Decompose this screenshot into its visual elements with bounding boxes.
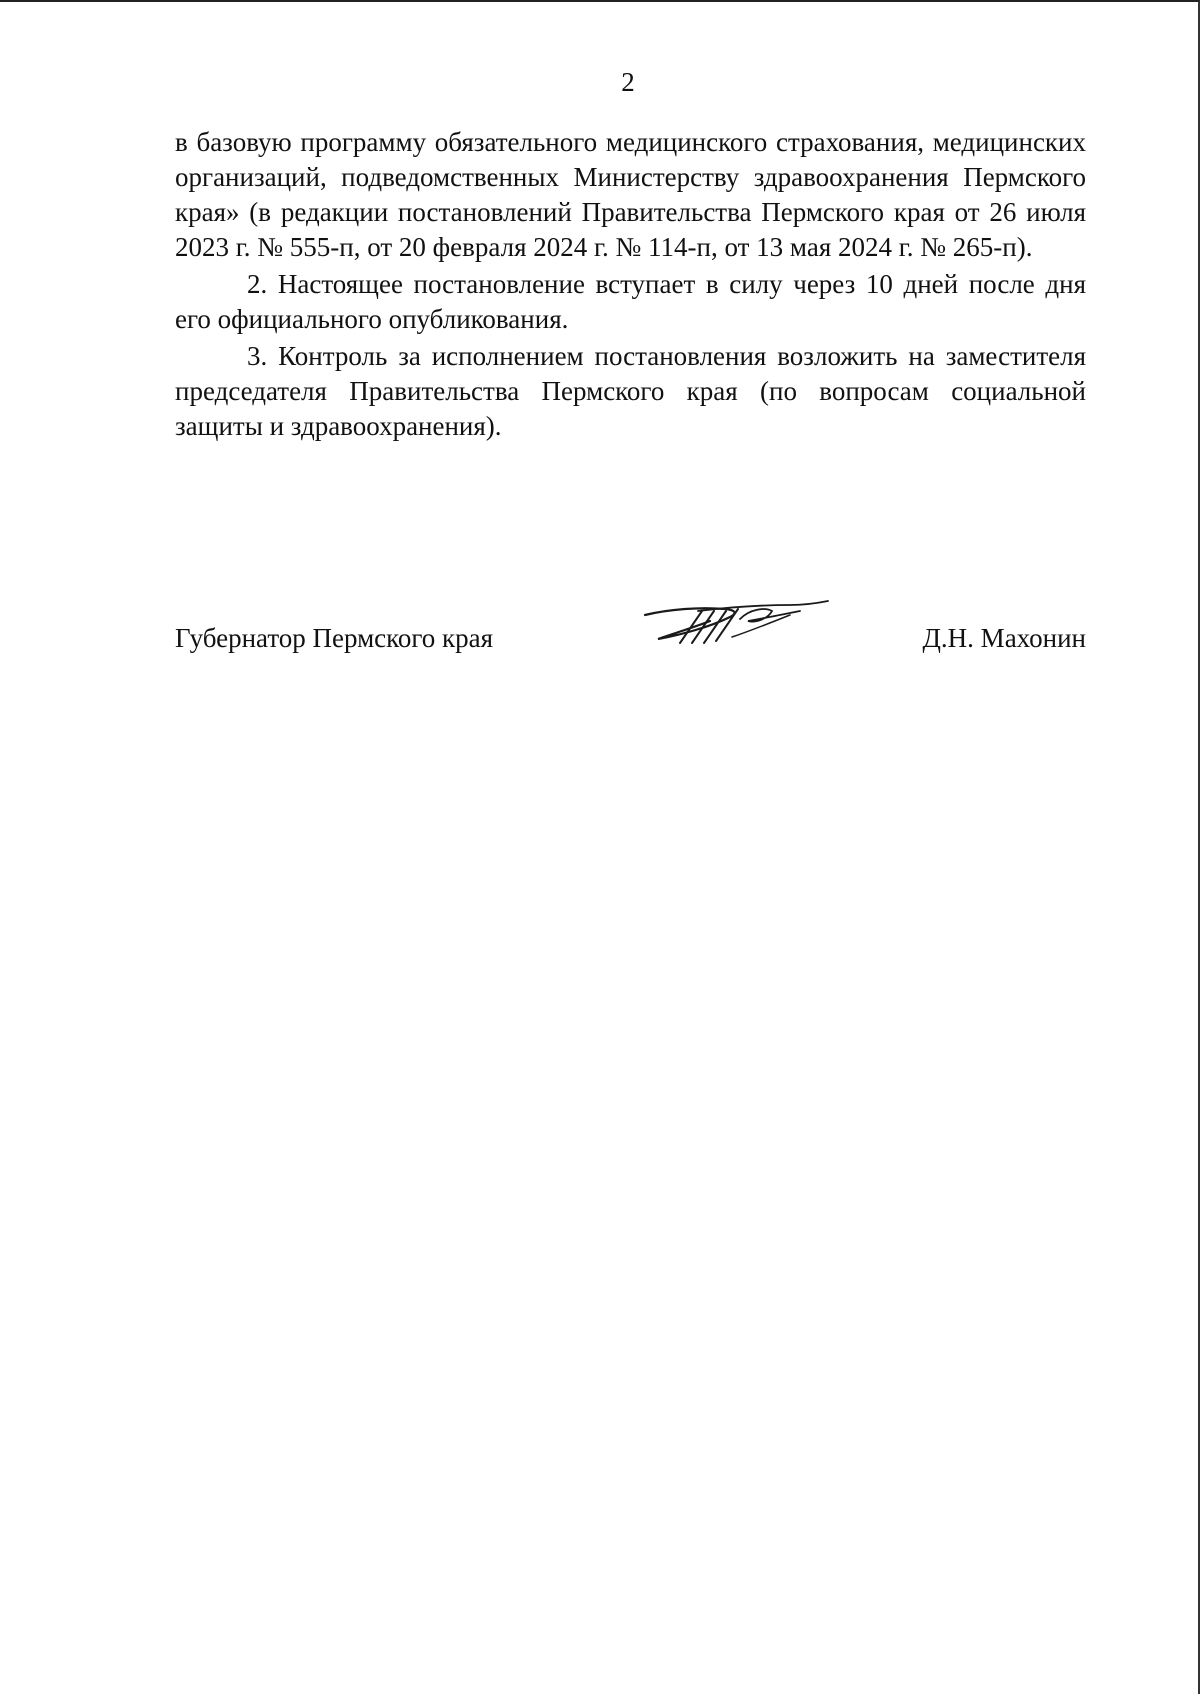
paragraph-3: 3. Контроль за исполнением постановления возложить на заместителя председателя Правительства Пермского края (по вопросам социальной защиты и здравоохранения). [175,341,1086,441]
signature-block [175,621,1086,661]
document-body [175,125,1086,444]
signer-name: Д.Н. Махонин [922,623,1086,653]
paragraph-2: 2. Настоящее постановление вступает в силу через 10 дней после дня его официального опубликования. [175,269,1086,334]
paragraph-1-continuation: в базовую программу обязательного медицинского страхования, медицинских организаций, подведомственных Министерству здравоохранения Пермского края» (в редакции постановлений Правительства Пермского края от 26 июля 2023 г. № 555-п, от 20 февраля 2024 г. № 114-п, от 13 мая 2024 г. № 265-п). [175,127,1086,262]
handwritten-signature-icon [640,597,830,657]
page-number: 2 [621,67,635,97]
signer-title: Губернатор Пермского края [175,623,494,653]
